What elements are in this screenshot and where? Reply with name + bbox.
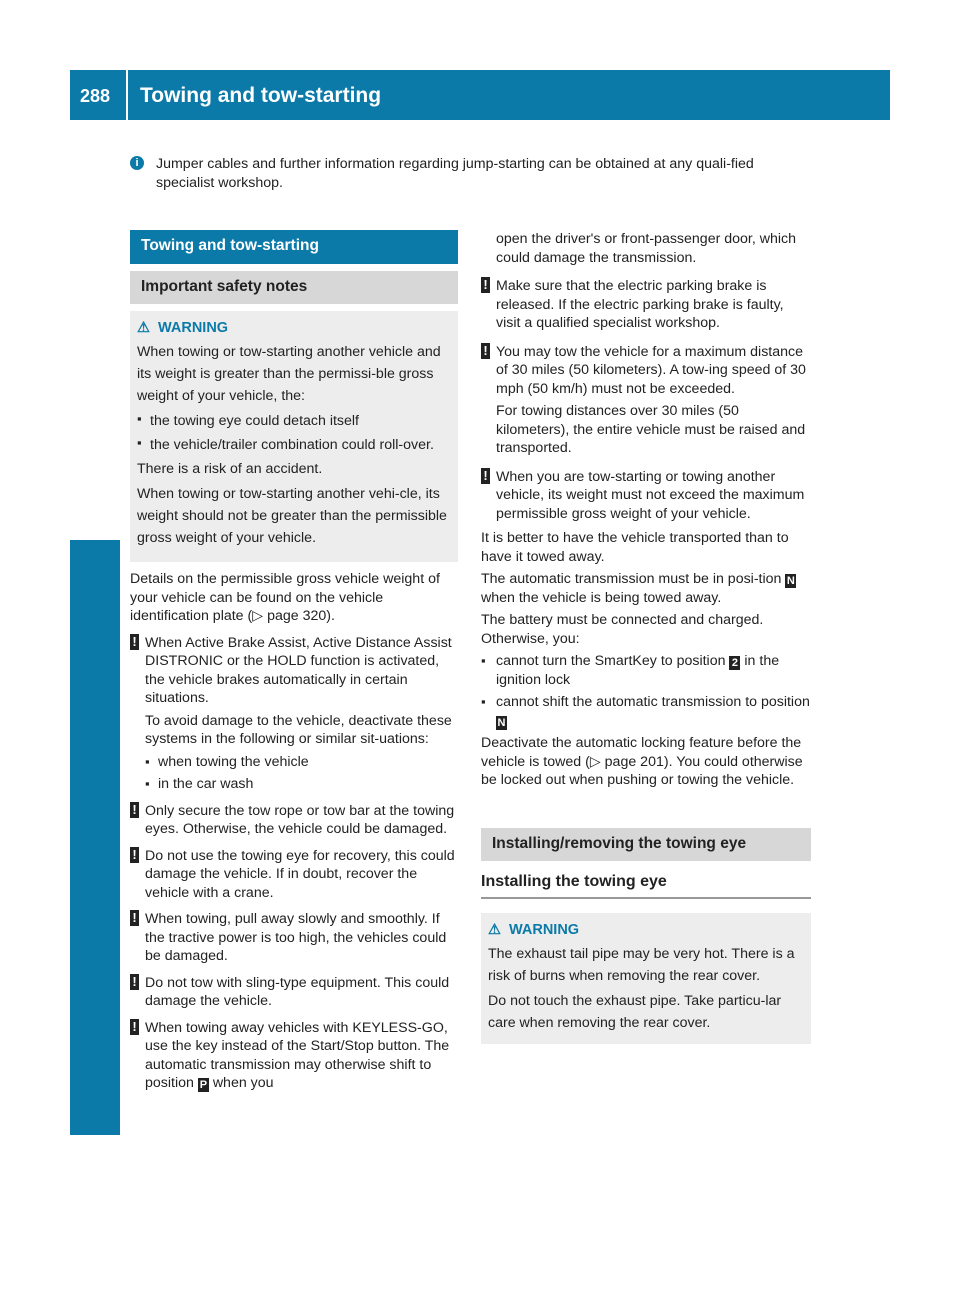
exclamation-icon: ! bbox=[481, 468, 490, 484]
list-item-text: the vehicle/trailer combination could roll-over. bbox=[150, 437, 434, 453]
caution-note bbox=[481, 277, 811, 333]
warning-label: WARNING bbox=[158, 320, 229, 336]
page-title: Towing and tow-starting bbox=[140, 84, 382, 107]
warning-text: There is a risk of an accident. bbox=[137, 461, 323, 477]
warning-label: WARNING bbox=[509, 921, 580, 938]
warning-triangle-icon: ⚠ bbox=[137, 320, 150, 336]
list-item-text: when towing the vehicle bbox=[158, 753, 309, 770]
note-text-part: when you bbox=[212, 1075, 274, 1091]
warning-triangle-icon: ⚠ bbox=[488, 921, 501, 938]
key-position-key: 2 bbox=[729, 656, 740, 670]
bullet-icon: ▪ bbox=[137, 411, 142, 426]
list-item-text: in the ignition lock bbox=[496, 653, 780, 688]
warning-title bbox=[137, 319, 451, 341]
warning-text: Do not touch the exhaust pipe. Take particu-lar care when removing the rear cover. bbox=[488, 992, 782, 1031]
note-text: To avoid damage to the vehicle, deactivate these systems in the following or similar sit-uations: bbox=[145, 712, 452, 747]
note-text: For towing distances over 30 miles (50 kilometers), the entire vehicle must be raised and transported. bbox=[496, 403, 806, 456]
list-item-text: cannot turn the SmartKey to position bbox=[496, 653, 726, 669]
right-column bbox=[481, 230, 811, 1044]
section-title: Towing and tow-starting bbox=[130, 230, 458, 264]
list-item bbox=[145, 753, 458, 772]
exclamation-icon: ! bbox=[130, 802, 139, 818]
note-text: You may tow the vehicle for a maximum distance of 30 miles (50 kilometers). A tow-ing speed of 30 mph (50 km/h) must not be exceeded. bbox=[496, 343, 806, 397]
caution-note bbox=[130, 1019, 458, 1093]
note-text: When towing, pull away slowly and smoothly. If the tractive power is too high, the vehicles could be damaged. bbox=[145, 911, 447, 964]
body-text: It is better to have the vehicle transported than to have it towed away. bbox=[481, 530, 789, 565]
caution-note bbox=[130, 974, 458, 1011]
header-divider bbox=[126, 70, 128, 120]
note-text bbox=[145, 1019, 458, 1093]
info-icon: i bbox=[130, 156, 144, 170]
note-text: Only secure the tow rope or tow bar at the towing eyes. Otherwise, the vehicle could be damaged. bbox=[145, 802, 455, 837]
body-text: The battery must be connected and charged. Otherwise, you: bbox=[481, 612, 764, 647]
list-item bbox=[145, 775, 458, 794]
bullet-icon: ▪ bbox=[145, 753, 150, 769]
continued-text: open the driver's or front-passenger door, which could damage the transmission. bbox=[496, 231, 797, 266]
exclamation-icon: ! bbox=[481, 277, 490, 293]
bullet-icon: ▪ bbox=[145, 776, 150, 791]
list-item-text: cannot shift the automatic transmission to position bbox=[496, 694, 810, 710]
details-text: Details on the permissible gross vehicle weight of your vehicle can be found on the vehicle identification plate (▷ page 320). bbox=[130, 571, 440, 624]
exclamation-icon: ! bbox=[130, 910, 139, 926]
warning-text: When towing or tow-starting another vehicle and its weight is greater than the permissi-ble gross weight of your vehicle, the: bbox=[137, 344, 441, 404]
body-text: Deactivate the automatic locking feature before the vehicle is towed (▷ page 201). You could otherwise be locked out when pushing or towing the vehicle. bbox=[481, 735, 803, 788]
caution-note bbox=[481, 468, 811, 524]
bullet-icon: ▪ bbox=[481, 653, 486, 668]
caution-note bbox=[481, 343, 811, 458]
note-text-part: When towing away vehicles with KEYLESS-GO, use the key instead of the Start/Stop button. The automatic transmission may otherwise shift to position bbox=[145, 1019, 450, 1091]
body-text bbox=[481, 570, 811, 607]
side-tab-text: Breakdown assistance bbox=[95, 607, 120, 845]
subsection-title: Installing/removing the towing eye bbox=[481, 828, 811, 862]
section-heading: Installing the towing eye bbox=[481, 867, 811, 899]
body-text-part: The automatic transmission must be in posi-tion bbox=[481, 571, 782, 587]
list-item bbox=[481, 693, 811, 730]
warning-text: The exhaust tail pipe may be very hot. There is a risk of burns when removing the rear cover. bbox=[488, 945, 795, 984]
note-text: When you are tow-starting or towing another vehicle, its weight must not exceed the maximum permissible gross weight of your vehicle. bbox=[496, 468, 805, 522]
warning-list bbox=[137, 410, 451, 456]
caution-note bbox=[130, 910, 458, 966]
info-note bbox=[130, 155, 810, 192]
list-item-text: in the car wash bbox=[158, 776, 254, 792]
caution-note bbox=[130, 847, 458, 903]
note-text: When Active Brake Assist, Active Distance Assist DISTRONIC or the HOLD function is activated, the vehicle brakes automatically in certain situations. bbox=[145, 634, 452, 706]
subsection-title: Important safety notes bbox=[130, 271, 458, 305]
list-item bbox=[137, 410, 451, 432]
list-item bbox=[137, 434, 451, 456]
list-item bbox=[481, 652, 811, 689]
gear-position-key: N bbox=[497, 716, 506, 729]
note-text: Do not use the towing eye for recovery, this could damage the vehicle. If in doubt, recover the vehicle with a crane. bbox=[145, 847, 455, 901]
body-text-part: when the vehicle is being towed away. bbox=[481, 589, 722, 606]
warning-box bbox=[130, 311, 458, 562]
warning-text: When towing or tow-starting another vehi-cle, its weight should not be greater than the permissible gross weight of your vehicle. bbox=[137, 486, 447, 546]
note-list bbox=[145, 753, 458, 794]
gear-position-key: N bbox=[786, 575, 795, 587]
warning-title bbox=[488, 921, 804, 943]
list-item-text: the towing eye could detach itself bbox=[150, 413, 360, 429]
gear-position-key: P bbox=[199, 1079, 208, 1091]
note-text: Do not tow with sling-type equipment. This could damage the vehicle. bbox=[145, 974, 450, 1009]
page-number: 288 bbox=[80, 86, 111, 106]
bullet-icon: ▪ bbox=[481, 694, 486, 709]
side-tab-label bbox=[95, 545, 121, 845]
bullet-list bbox=[481, 652, 811, 730]
note-text: Make sure that the electric parking brake is released. If the electric parking brake is faulty, visit a qualified specialist workshop. bbox=[496, 278, 784, 331]
info-text: Jumper cables and further information regarding jump-starting can be obtained at any quali-fied specialist workshop. bbox=[156, 156, 754, 191]
exclamation-icon: ! bbox=[130, 634, 139, 650]
exclamation-icon: ! bbox=[481, 343, 490, 359]
exclamation-icon: ! bbox=[130, 1019, 139, 1035]
left-column bbox=[130, 230, 458, 1093]
warning-box bbox=[481, 913, 811, 1044]
exclamation-icon: ! bbox=[130, 847, 139, 863]
caution-note bbox=[130, 634, 458, 794]
exclamation-icon: ! bbox=[130, 974, 139, 990]
caution-note bbox=[130, 802, 458, 839]
bullet-icon: ▪ bbox=[137, 435, 142, 450]
